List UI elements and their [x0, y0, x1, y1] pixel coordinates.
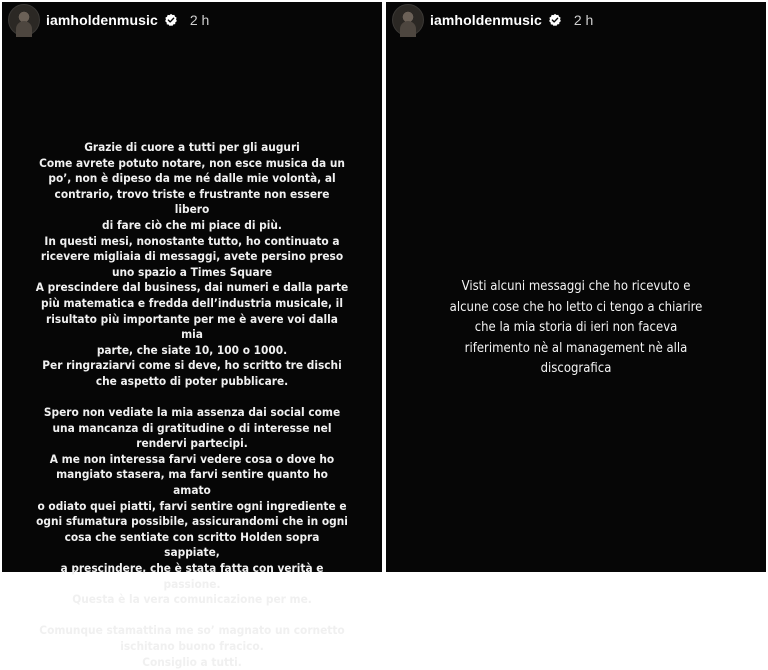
story-text-line: ischitano buono fracico. — [120, 639, 264, 653]
profile-avatar[interactable] — [392, 4, 424, 36]
story-text-line: riferimento nè al management nè alla — [464, 340, 688, 356]
story-text-line: che aspetto di poter pubblicare. — [95, 373, 289, 388]
story-text — [432, 277, 720, 380]
username[interactable]: iamholdenmusic — [430, 12, 542, 28]
story-panel-right[interactable] — [386, 2, 766, 572]
story-text-line: Spero non vediate la mia assenza dai social come — [43, 405, 341, 420]
story-text-line: A prescindere dal business, dai numeri e dalla parte — [35, 280, 349, 295]
story-text-line: risultato più importante per me è avere voi dalla mia — [46, 311, 338, 342]
story-text-line: cosa che sentiate con scritto Holden sopra sappiate, — [64, 529, 320, 560]
verified-badge-icon — [548, 13, 562, 27]
story-text-line: Come avrete potuto notare, non esce musica da un — [39, 155, 345, 170]
story-text-line: ogni sfumatura possibile, assicurandomi che in ogni — [36, 514, 348, 529]
story-text-line: Comunque stamattina me so’ magnato un cornetto — [39, 623, 345, 638]
story-text-line: contrario, trovo triste e frustrante non essere libero — [54, 186, 330, 217]
story-text-line: uno spazio a Times Square — [111, 264, 273, 279]
story-text-line: che la mia storia di ieri non faceva — [474, 320, 678, 335]
username[interactable]: iamholdenmusic — [46, 12, 158, 28]
story-text-line: Grazie di cuore a tutti per gli auguri — [84, 140, 300, 154]
story-text-line: o odiato quei piatti, farvi sentire ogni ingrediente e — [37, 498, 347, 513]
post-time: 2 h — [189, 12, 210, 28]
story-text-line: Visti alcuni messaggi che ho ricevuto e — [461, 279, 691, 294]
story-text-line: Per ringraziarvi come si deve, ho scritto tre dischi — [42, 358, 342, 373]
story-text-line: di fare ciò che mi piace di più. — [102, 217, 282, 232]
story-text-line: mangiato stasera, ma farvi sentire quanto ho amato — [56, 467, 328, 498]
story-text-line: po’, non è dipeso da me né dalle mie volontà, al — [48, 171, 336, 186]
story-text-line: parte, che siate 10, 100 o 1000. — [96, 342, 288, 357]
story-text-line: Consiglio a tutti. — [142, 654, 242, 669]
story-panel-left[interactable] — [2, 2, 382, 669]
story-header — [392, 4, 593, 36]
story-text-line: una mancanza di gratitudine o di interesse nel — [52, 420, 332, 435]
story-text — [36, 140, 348, 670]
story-text-line: a prescindere, che è stata fatta con verità e — [60, 561, 324, 576]
story-text-line: alcune cose che ho letto ci tengo a chiarire — [449, 299, 703, 315]
post-time: 2 h — [573, 12, 594, 28]
paragraph-gap — [36, 608, 348, 624]
story-text-line: passione. — [163, 576, 221, 591]
story-text-line: A me non interessa farvi vedere cosa o dove ho — [49, 451, 335, 466]
verified-badge-icon — [164, 13, 178, 27]
paragraph-gap — [36, 390, 348, 406]
story-text-line: più matematica e fredda dell’industria musicale, il — [41, 295, 343, 310]
profile-avatar[interactable] — [8, 4, 40, 36]
story-text-line: discografica — [540, 361, 612, 376]
story-header — [8, 4, 209, 36]
story-text-line: Questa è la vera comunicazione per me. — [72, 592, 312, 607]
story-text-line: In questi mesi, nonostante tutto, ho continuato a — [44, 233, 340, 248]
story-text-line: rendervi partecipi. — [136, 436, 248, 451]
story-text-line: ricevere migliaia di messaggi, avete persino preso — [40, 249, 344, 264]
